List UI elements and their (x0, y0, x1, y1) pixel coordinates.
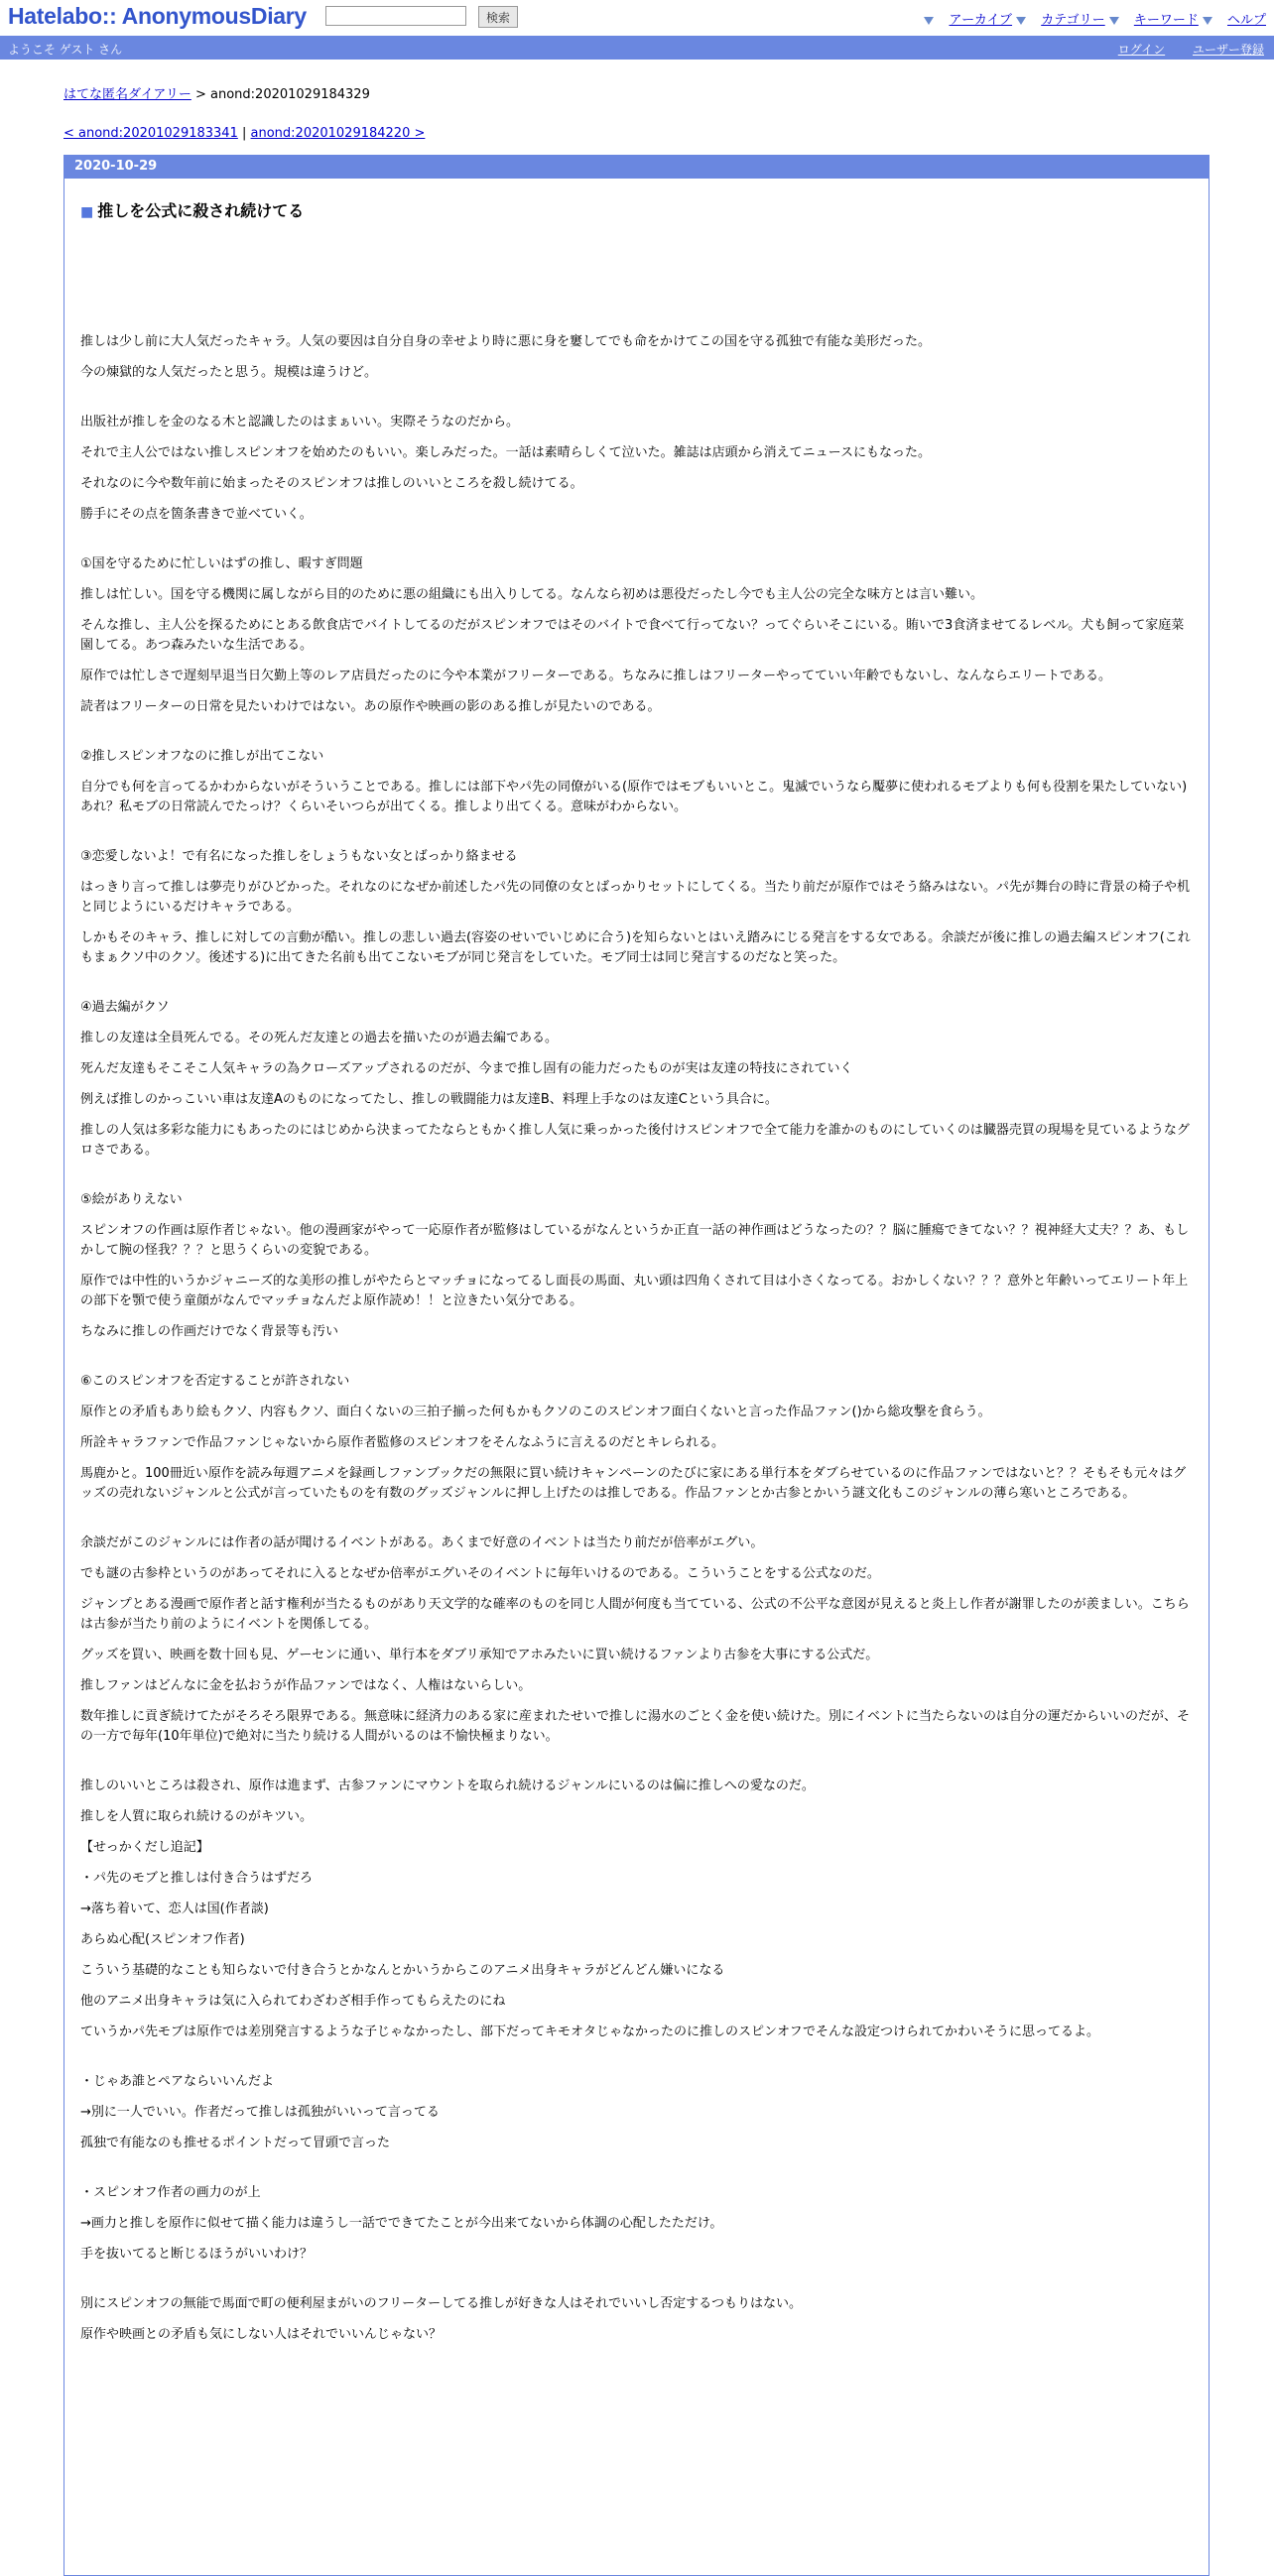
body-paragraph: 所詮キャラファンで作品ファンじゃないから原作者監修のスピンオフをそんなふうに言えるのだとキレられる。 (80, 1435, 724, 1450)
nav-keyword-link[interactable]: キーワード (1133, 13, 1199, 28)
body-paragraph: ①国を守るために忙しいはずの推し、暇すぎ問題 (80, 556, 363, 571)
body-paragraph: ・じゃあ誰とペアならいいんだよ (80, 2074, 275, 2089)
paragraph-gap (80, 536, 1193, 554)
body-paragraph: ジャンプとある漫画で原作者と話す権利が当たるものがあり天文学的な確率のものを同じ人間が何度も当てている、公式の不公平な意図が見えると炎上し作者が謝罪したのが羨ましい。こちらは古参が当たり前のようにイベントを関係してる。 (80, 1597, 1190, 1632)
body-paragraph: 推しは忙しい。国を守る機関に属しながら目的のために悪の組織にも出入りしてる。なんなら初めは悪役だったし今でも主人公の完全な味方とは言い難い。 (80, 587, 984, 602)
body-paragraph: ⑤絵がありえない (80, 1192, 183, 1207)
body-paragraph: あらぬ心配(スピンオフ作者) (80, 1932, 245, 1947)
body-paragraph: 別にスピンオフの無能で馬面で町の便利屋まがいのフリーターしてる推しが好きな人はそれでいいし否定するつもりはない。 (80, 2296, 802, 2311)
square-icon[interactable]: ■ (80, 204, 94, 220)
body-paragraph: そんな推し、主人公を探るためにとある飲食店でバイトしてるのだがスピンオフではそのバイトで食べて行ってない？ってぐらいそこにいる。賄いで3食済ませてるレベル。犬も飼って家庭菜園してる。あつ森みたいな生活である。 (80, 618, 1185, 653)
body-paragraph: 自分でも何を言ってるかわからないがそういうことである。推しには部下やパ先の同僚がいる(原作ではモブもいいとこ。鬼滅でいうなら魘夢に使われるモブよりも何も役割を果たしていない)あれ？私モブの日常読んでたっけ？くらいそいつらが出てくる。推しより出てくる。意味がわからない。 (80, 780, 1188, 814)
body-paragraph: それで主人公ではない推しスピンオフを始めたのもいい。楽しみだった。一話は素晴らしくて泣いた。雑誌は店頭から消えてニュースにもなった。 (80, 445, 931, 460)
body-paragraph: 勝手にその点を箇条書きで並べていく。 (80, 507, 313, 522)
login-link[interactable]: ログイン (1117, 43, 1166, 57)
pager-separator: | (237, 126, 251, 141)
paragraph-gap (80, 828, 1193, 847)
entry-pager (64, 126, 1210, 141)
account-links (1094, 41, 1264, 58)
paragraph-gap (80, 1171, 1193, 1190)
body-paragraph: 例えば推しのかっこいい車は友達Aのものになってたし、推しの戦闘能力は友達B、料理上手なのは友達Cという具合に。 (80, 1092, 778, 1107)
welcome-bar (0, 36, 1274, 60)
paragraph-gap (80, 979, 1193, 998)
paragraph-gap (80, 394, 1193, 413)
body-paragraph: 推しファンはどんなに金を払おうが作品ファンではなく、人権はないらしい。 (80, 1678, 532, 1693)
body-paragraph: ②推しスピンオフなのに推しが出てこない (80, 749, 324, 764)
body-paragraph: 手を抜いてると断じるほうがいいわけ？ (80, 2247, 314, 2262)
body-paragraph: こういう基礎的なことも知らないで付き合うとかなんとかいうからこのアニメ出身キャラがどんどん嫌いになる (80, 1963, 725, 1978)
body-paragraph: 原作との矛盾もあり絵もクソ、内容もクソ、面白くないの三拍子揃った何もかもクソのこのスピンオフ面白くないと言った作品ファン()から総攻撃を食らう。 (80, 1405, 991, 1419)
entry-box (64, 155, 1210, 2576)
body-paragraph: しかもそのキャラ、推しに対しての言動が酷い。推しの悲しい過去(容姿のせいでいじめに合う)を知らないとはいえ踏みにじる発言をする女である。余談だが後に推しの過去編スピンオフ(これもまぁクソ中のクソ。後述する)に出てきた名前も出てこないモブが同じ発言をしていた。モブ同士は同じ発言するのだなと笑った。 (80, 930, 1191, 965)
breadcrumb-home-link[interactable]: はてな匿名ダイアリー (64, 87, 191, 102)
body-paragraph: 原作や映画との矛盾も気にしない人はそれでいいんじゃない？ (80, 2327, 443, 2342)
breadcrumb-separator: > (191, 87, 211, 102)
body-paragraph: はっきり言って推しは夢売りがひどかった。それなのになぜか前述したパ先の同僚の女とばっかりセットにしてくる。当たり前だが原作ではそう絡みはない。パ先が舞台の時に背景の椅子や机と同じようにいるだけキャラである。 (80, 880, 1191, 915)
paragraph-gap (80, 2164, 1193, 2183)
entry-date: 2020-10-29 (64, 155, 1209, 179)
body-paragraph: グッズを買い、映画を数十回も見、ゲーセンに通い、単行本をダブリ承知でアホみたいに買い続けるファンより古参を大事にする公式だ。 (80, 1648, 879, 1662)
body-paragraph: 死んだ友達もそこそこ人気キャラの為クローズアップされるのだが、今まで推し固有の能力だったものが実は友達の特技にされていく (80, 1061, 853, 1076)
main-content (64, 83, 1210, 2576)
paragraph-gap (80, 1353, 1193, 1372)
body-paragraph: 推しの友達は全員死んでる。その死んだ友達との過去を描いたのが過去編である。 (80, 1031, 559, 1045)
body-paragraph: 推しのいいところは殺され、原作は進まず、古参ファンにマウントを取られ続けるジャンルにいるのは偏に推しへの愛なのだ。 (80, 1779, 815, 1793)
body-paragraph: それなのに今や数年前に始まったそのスピンオフは推しのいいところを殺し続けてる。 (80, 476, 583, 491)
entry-body (80, 332, 1193, 2345)
body-paragraph: 原作では忙しさで遅刻早退当日欠勤上等のレア店員だったのに今や本業がフリーターである。ちなみに推しはフリーターやってていい年齢でもないし、なんならエリートである。 (80, 669, 1111, 683)
paragraph-gap (80, 2275, 1193, 2294)
header (0, 0, 1274, 36)
body-paragraph: 他のアニメ出身キャラは気に入られてわざわざ相手作ってもらえたのにね (80, 1994, 506, 2009)
body-paragraph: ・パ先のモブと推しは付き合うはずだろ (80, 1871, 314, 1886)
body-paragraph: 余談だがこのジャンルには作者の話が聞けるイベントがある。あくまで好意のイベントは当たり前だが倍率がエグい。 (80, 1535, 764, 1550)
body-paragraph: 今の煉獄的な人気だったと思う。規模は違うけど。 (80, 365, 378, 380)
body-paragraph: 推しの人気は多彩な能力にもあったのにはじめから決まってたならともかく推し人気に乗っかった後付けスピンオフで全て能力を誰かのものにしていくのは臓器売買の現場を見ているようなグロさである。 (80, 1123, 1190, 1158)
body-paragraph: ④過去編がクソ (80, 1000, 170, 1015)
body-paragraph: スピンオフの作画は原作者じゃない。他の漫画家がやって一応原作者が監修はしているがなんというか正直一話の神作画はどうなったの？？脳に腫瘍できてない？？視神経大丈夫？？あ、もしかして腕の怪我？？？と思うくらいの変貌である。 (80, 1223, 1190, 1258)
top-nav (924, 9, 1266, 28)
body-paragraph: →落ち着いて、恋人は国(作者談) (80, 1901, 269, 1916)
entry-title-text: 推しを公式に殺され続けてる (97, 201, 305, 220)
body-paragraph: 読者はフリーターの日常を見たいわけではない。あの原作や映画の影のある推しが見たいのである。 (80, 699, 661, 714)
body-paragraph: →画力と推しを原作に似せて描く能力は違うし一話でできてたことが今出来てないから体調の心配したただけ。 (80, 2216, 723, 2231)
body-paragraph: ちなみに推しの作画だけでなく背景等も汚い (80, 1324, 339, 1339)
triangle-icon (1203, 17, 1212, 25)
search-input[interactable] (325, 6, 466, 26)
paragraph-gap (80, 1758, 1193, 1777)
body-paragraph: 数年推しに貢ぎ続けてたがそろそろ限界である。無意味に経済力のある家に産まれたせいで推しに湯水のごとく金を使い続けた。別にイベントに当たらないのは自分の運だからいいのだが、その一方で毎年(10年単位)で絶対に当たり続ける人間がいるのは不愉快極まりない。 (80, 1709, 1191, 1744)
triangle-icon (1109, 17, 1119, 25)
body-paragraph: 推しは少し前に大人気だったキャラ。人気の要因は自分自身の幸せより時に悪に身を窶してでも命をかけてこの国を守る孤独で有能な美形だった。 (80, 334, 931, 349)
body-paragraph: ③恋愛しないよ！で有名になった推しをしょうもない女とばっかり絡ませる (80, 849, 518, 864)
body-paragraph: ・スピンオフ作者の画力のが上 (80, 2185, 261, 2200)
body-paragraph: 推しを人質に取られ続けるのがキツい。 (80, 1809, 314, 1824)
entry-title (80, 198, 1209, 221)
breadcrumb (64, 83, 1210, 102)
triangle-icon (924, 17, 934, 25)
triangle-icon (1016, 17, 1026, 25)
next-entry-link[interactable]: anond:20201029184220 > (250, 126, 426, 141)
welcome-greeting: ようこそ ゲスト さん (8, 43, 123, 57)
body-paragraph: ていうかパ先モブは原作では差別発言するような子じゃなかったし、部下だってキモオタじゃなかったのに推しのスピンオフでそんな設定つけられてかわいそうに思ってるよ。 (80, 2024, 1100, 2039)
body-paragraph: 馬鹿かと。100冊近い原作を読み毎週アニメを録画しファンブックだの無限に買い続けキャンペーンのたびに家にある単行本をダブらせているのに作品ファンではないと？？そもそも元々はグッズの売れないジャンルと公式が言っていたものを有数のグッズジャンルに押し上げたのは推しである。作品ファンとか古参とかいう謎文化もこのジャンルの薄ら寒いところである。 (80, 1466, 1187, 1501)
prev-entry-link[interactable]: < anond:20201029183341 (64, 126, 238, 141)
body-paragraph: →別に一人でいい。作者だって推しは孤独がいいって言ってる (80, 2105, 440, 2120)
body-paragraph: 原作では中性的いうかジャニーズ的な美形の推しがやたらとマッチョになってるし面長の馬面、丸い頭は四角くされて目は小さくなってる。おかしくない？？？意外と年齢いってエリート年上の部下を顎で使う童顔がなんでマッチョなんだよ原作読め！！と泣きたい気分である。 (80, 1274, 1189, 1308)
paragraph-gap (80, 1515, 1193, 1533)
body-paragraph: 孤独で有能なのも推せるポイントだって冒頭で言った (80, 2136, 391, 2150)
nav-help-link[interactable]: ヘルプ (1226, 13, 1266, 28)
breadcrumb-current: anond:20201029184329 (210, 87, 370, 102)
search-button[interactable]: 検索 (478, 6, 518, 28)
paragraph-gap (80, 728, 1193, 747)
paragraph-gap (80, 2053, 1193, 2072)
body-paragraph: ⑥このスピンオフを否定することが許されない (80, 1374, 350, 1389)
body-paragraph: 出版社が推しを金のなる木と認識したのはまぁいい。実際そうなのだから。 (80, 415, 520, 429)
body-paragraph: 【せっかくだし追記】 (80, 1840, 209, 1855)
nav-category-link[interactable]: カテゴリー (1041, 13, 1105, 28)
nav-archive-link[interactable]: アーカイブ (949, 13, 1013, 28)
register-link[interactable]: ユーザー登録 (1192, 43, 1264, 57)
site-logo[interactable]: Hatelabo:: AnonymousDiary (8, 3, 307, 29)
body-paragraph: でも謎の古参枠というのがあってそれに入るとなぜか倍率がエグいそのイベントに毎年いけるのである。こういうことをする公式なのだ。 (80, 1566, 880, 1581)
